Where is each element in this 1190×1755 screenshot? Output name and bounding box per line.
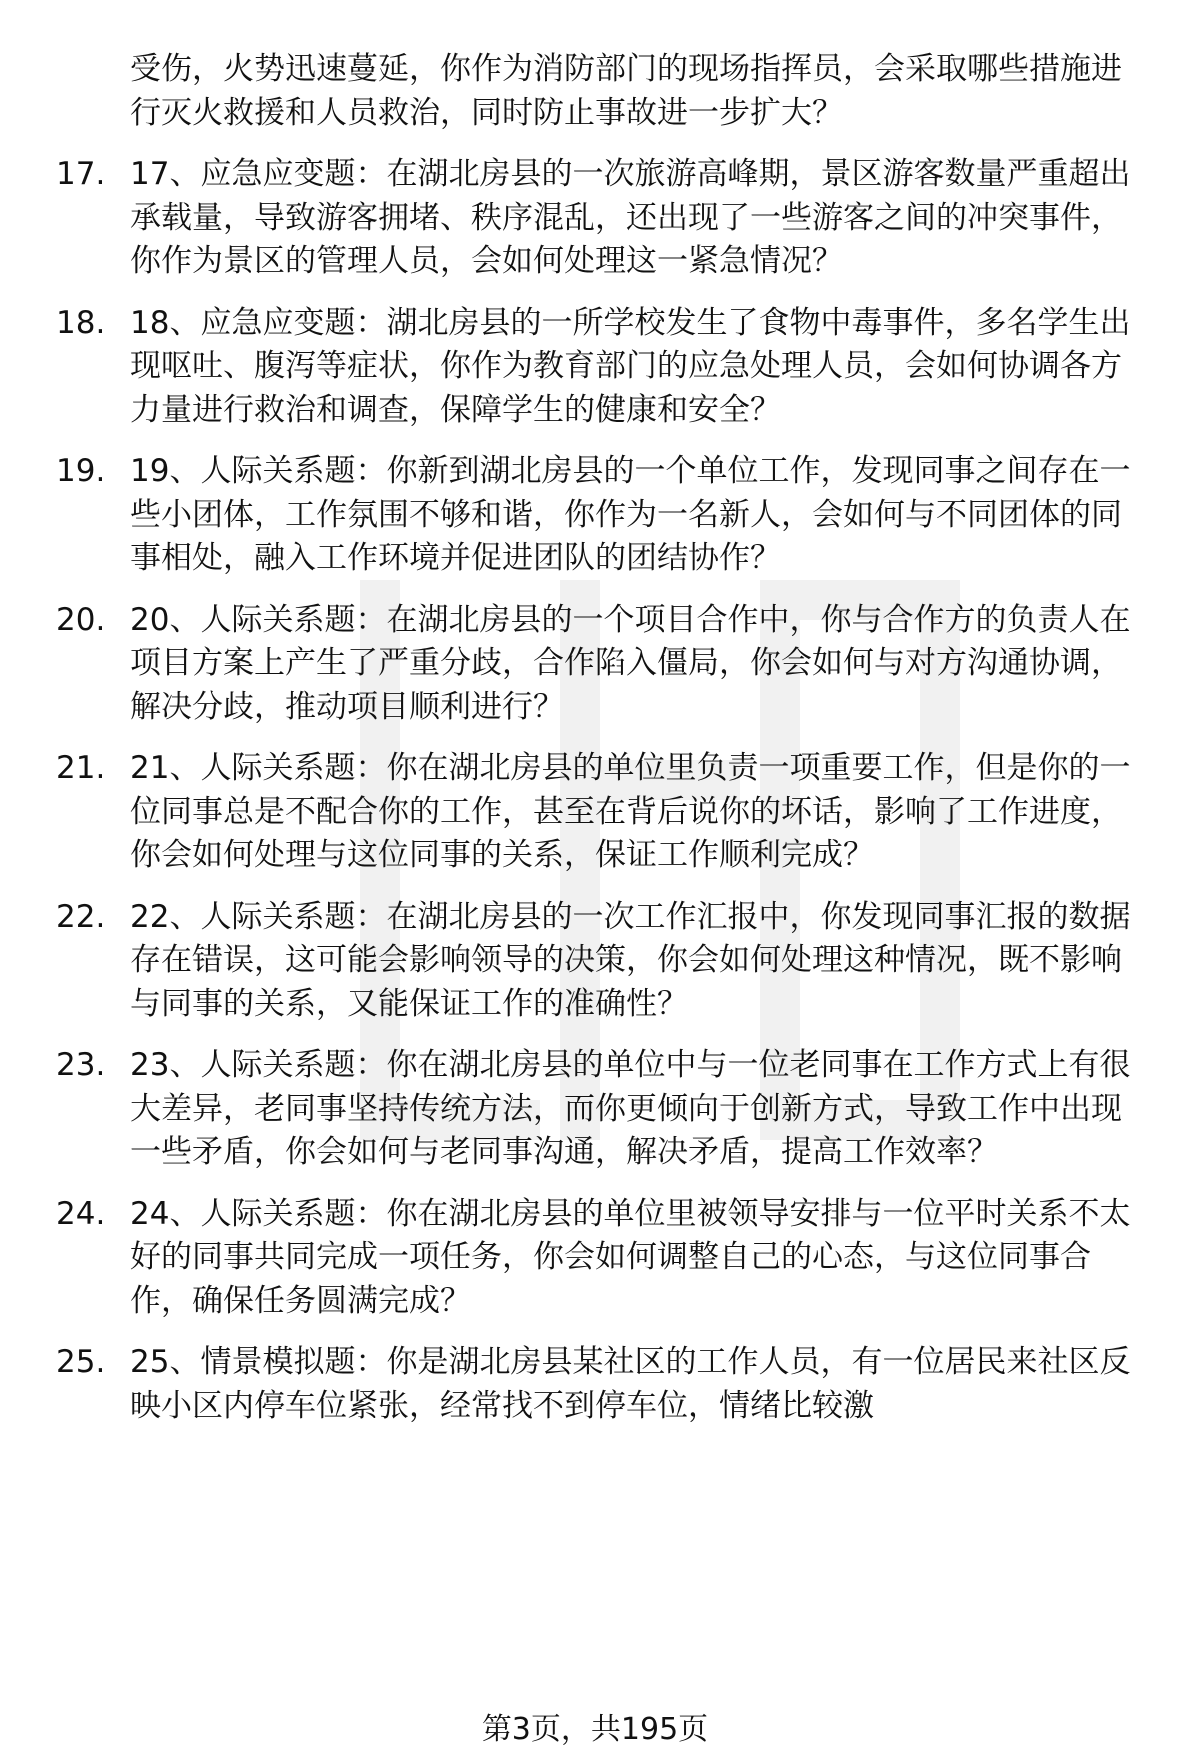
question-item — [56, 747, 1136, 878]
question-item — [56, 302, 1136, 433]
question-item — [56, 896, 1136, 1027]
question-number: 22. — [56, 898, 106, 935]
question-number: 23. — [56, 1047, 106, 1083]
question-item — [56, 1044, 1136, 1175]
question-number: 21. — [56, 750, 106, 786]
question-text: 24、人际关系题：你在湖北房县的单位里被领导安排与一位平时关系不太好的同事共同完成一项任务，你会如何调整自己的心态，与这位同事合作，确保任务圆满完成？ — [130, 1195, 1131, 1319]
question-item — [56, 599, 1136, 730]
question-text: 19、人际关系题：你新到湖北房县的一个单位工作，发现同事之间存在一些小团体，工作氛围不够和谐，你作为一名新人，会如何与不同团体的同事相处，融入工作环境并促进团队的团结协作？ — [130, 453, 1131, 576]
question-number: 17. — [56, 156, 106, 192]
question-text: 17、应急应变题：在湖北房县的一次旅游高峰期，景区游客数量严重超出承载量，导致游客拥堵、秩序混乱，还出现了一些游客之间的冲突事件，你作为景区的管理人员，会如何处理这一紧急情况？ — [130, 156, 1131, 279]
question-text: 25、情景模拟题：你是湖北房县某社区的工作人员，有一位居民来社区反映小区内停车位紧张，经常找不到停车位，情绪比较激 — [130, 1344, 1131, 1424]
question-list — [56, 153, 1136, 1428]
question-item — [56, 1341, 1136, 1428]
question-text: 20、人际关系题：在湖北房县的一个项目合作中，你与合作方的负责人在项目方案上产生了严重分歧，合作陷入僵局，你会如何与对方沟通协调，解决分歧，推动项目顺利进行？ — [130, 601, 1131, 725]
document-body — [56, 48, 1136, 1446]
question-item — [56, 153, 1136, 284]
question-number: 19. — [56, 453, 106, 489]
question-item — [56, 1193, 1136, 1324]
question-number: 25. — [56, 1344, 106, 1380]
question-number: 18. — [56, 304, 106, 341]
question-item — [56, 450, 1136, 581]
page-number-footer: 第3页，共195页 — [481, 1712, 709, 1747]
question-text: 22、人际关系题：在湖北房县的一次工作汇报中，你发现同事汇报的数据存在错误，这可能会影响领导的决策，你会如何处理这种情况，既不影响与同事的关系，又能保证工作的准确性？ — [130, 898, 1131, 1022]
question-number: 24. — [56, 1195, 106, 1232]
question-number: 20. — [56, 601, 106, 638]
question-text: 23、人际关系题：你在湖北房县的单位中与一位老同事在工作方式上有很大差异，老同事坚持传统方法，而你更倾向于创新方式，导致工作中出现一些矛盾，你会如何与老同事沟通，解决矛盾，提高工作效率？ — [130, 1047, 1131, 1170]
question-text: 21、人际关系题：你在湖北房县的单位里负责一项重要工作，但是你的一位同事总是不配合你的工作，甚至在背后说你的坏话，影响了工作进度，你会如何处理与这位同事的关系，保证工作顺利完成？ — [130, 750, 1131, 873]
question-text: 18、应急应变题：湖北房县的一所学校发生了食物中毒事件，多名学生出现呕吐、腹泻等症状，你作为教育部门的应急处理人员，会如何协调各方力量进行救治和调查，保障学生的健康和安全？ — [130, 304, 1131, 428]
continuation-paragraph: 受伤，火势迅速蔓延，你作为消防部门的现场指挥员，会采取哪些措施进行灭火救援和人员救治，同时防止事故进一步扩大？ — [130, 51, 1122, 131]
